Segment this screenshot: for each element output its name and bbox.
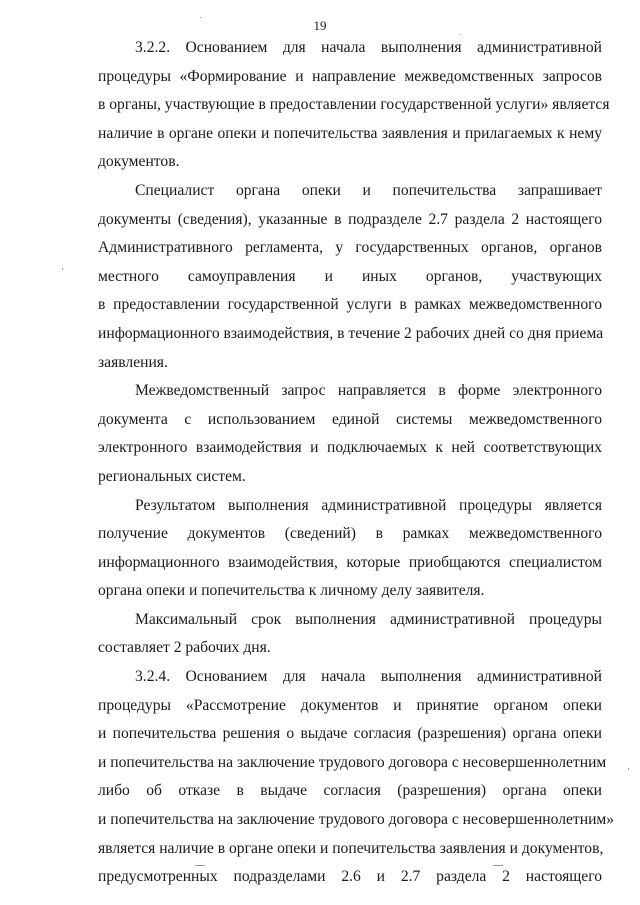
- document-body: [98, 34, 615, 892]
- text-line: Специалист органа опеки и попечительства запрашивает: [135, 181, 602, 199]
- text-line: в органы, участвующие в предоставлении государственной услуги» является: [98, 96, 610, 114]
- text-line: процедуры «Формирование и направление межведомственных запросов: [98, 67, 602, 85]
- text-line: местного самоуправления и иных органов, участвующих: [98, 267, 602, 285]
- text-line: и попечительства решения о выдаче согласия (разрешения) органа опеки: [98, 725, 602, 743]
- text-line: документы (сведения), указанные в подразделе 2.7 раздела 2 настоящего: [98, 210, 602, 228]
- text-line: региональных систем.: [98, 467, 246, 485]
- text-line: в предоставлении государственной услуги в рамках межведомственного: [98, 296, 602, 314]
- text-line: документа с использованием единой системы межведомственного: [98, 410, 602, 428]
- text-line: и попечительства на заключение трудового договора с несовершеннолетним»: [98, 811, 615, 829]
- scan-speck: [62, 268, 63, 270]
- text-line: органа опеки и попечительства к личному делу заявителя.: [98, 582, 485, 600]
- text-line: Межведомственный запрос направляется в форме электронного: [135, 382, 602, 400]
- text-line: процедуры «Рассмотрение документов и принятие органом опеки: [98, 696, 602, 714]
- text-line: 3.2.2. Основанием для начала выполнения административной: [135, 39, 602, 56]
- text-line: информационного взаимодействия, которые приобщаются специалистом: [98, 553, 602, 571]
- text-line: является наличие в органе опеки и попечительства заявления и документов,: [98, 839, 604, 857]
- text-line: предусмотренных подразделами 2.6 и 2.7 раздела 2 настоящего: [98, 868, 602, 886]
- text-line: получение документов (сведений) в рамках межведомственного: [98, 525, 602, 543]
- scan-speck: [200, 17, 201, 18]
- page-number: 19: [313, 18, 327, 33]
- text-line: документов.: [98, 153, 180, 171]
- text-line: заявления.: [98, 353, 168, 371]
- text-line: электронного взаимодействия и подключаемых к ней соответствующих: [98, 439, 602, 457]
- text-line: составляет 2 рабочих дня.: [98, 639, 271, 657]
- scan-speck: [195, 865, 205, 866]
- scan-speck: [493, 865, 503, 866]
- text-line: информационного взаимодействия, в течение 2 рабочих дней со дня приема: [98, 324, 604, 342]
- scan-speck: [628, 768, 629, 770]
- text-line: 3.2.4. Основанием для начала выполнения административной: [135, 668, 602, 686]
- scan-speck: [460, 34, 461, 35]
- text-line: Результатом выполнения административной процедуры является: [135, 496, 602, 514]
- text-line: и попечительства на заключение трудового договора с несовершеннолетним: [98, 753, 607, 771]
- text-line: Максимальный срок выполнения административной процедуры: [135, 610, 602, 628]
- text-line: наличие в органе опеки и попечительства заявления и прилагаемых к нему: [98, 124, 602, 142]
- text-line: либо об отказе в выдаче согласия (разрешения) органа опеки: [98, 782, 602, 800]
- text-line: Административного регламента, у государственных органов, органов: [98, 239, 602, 257]
